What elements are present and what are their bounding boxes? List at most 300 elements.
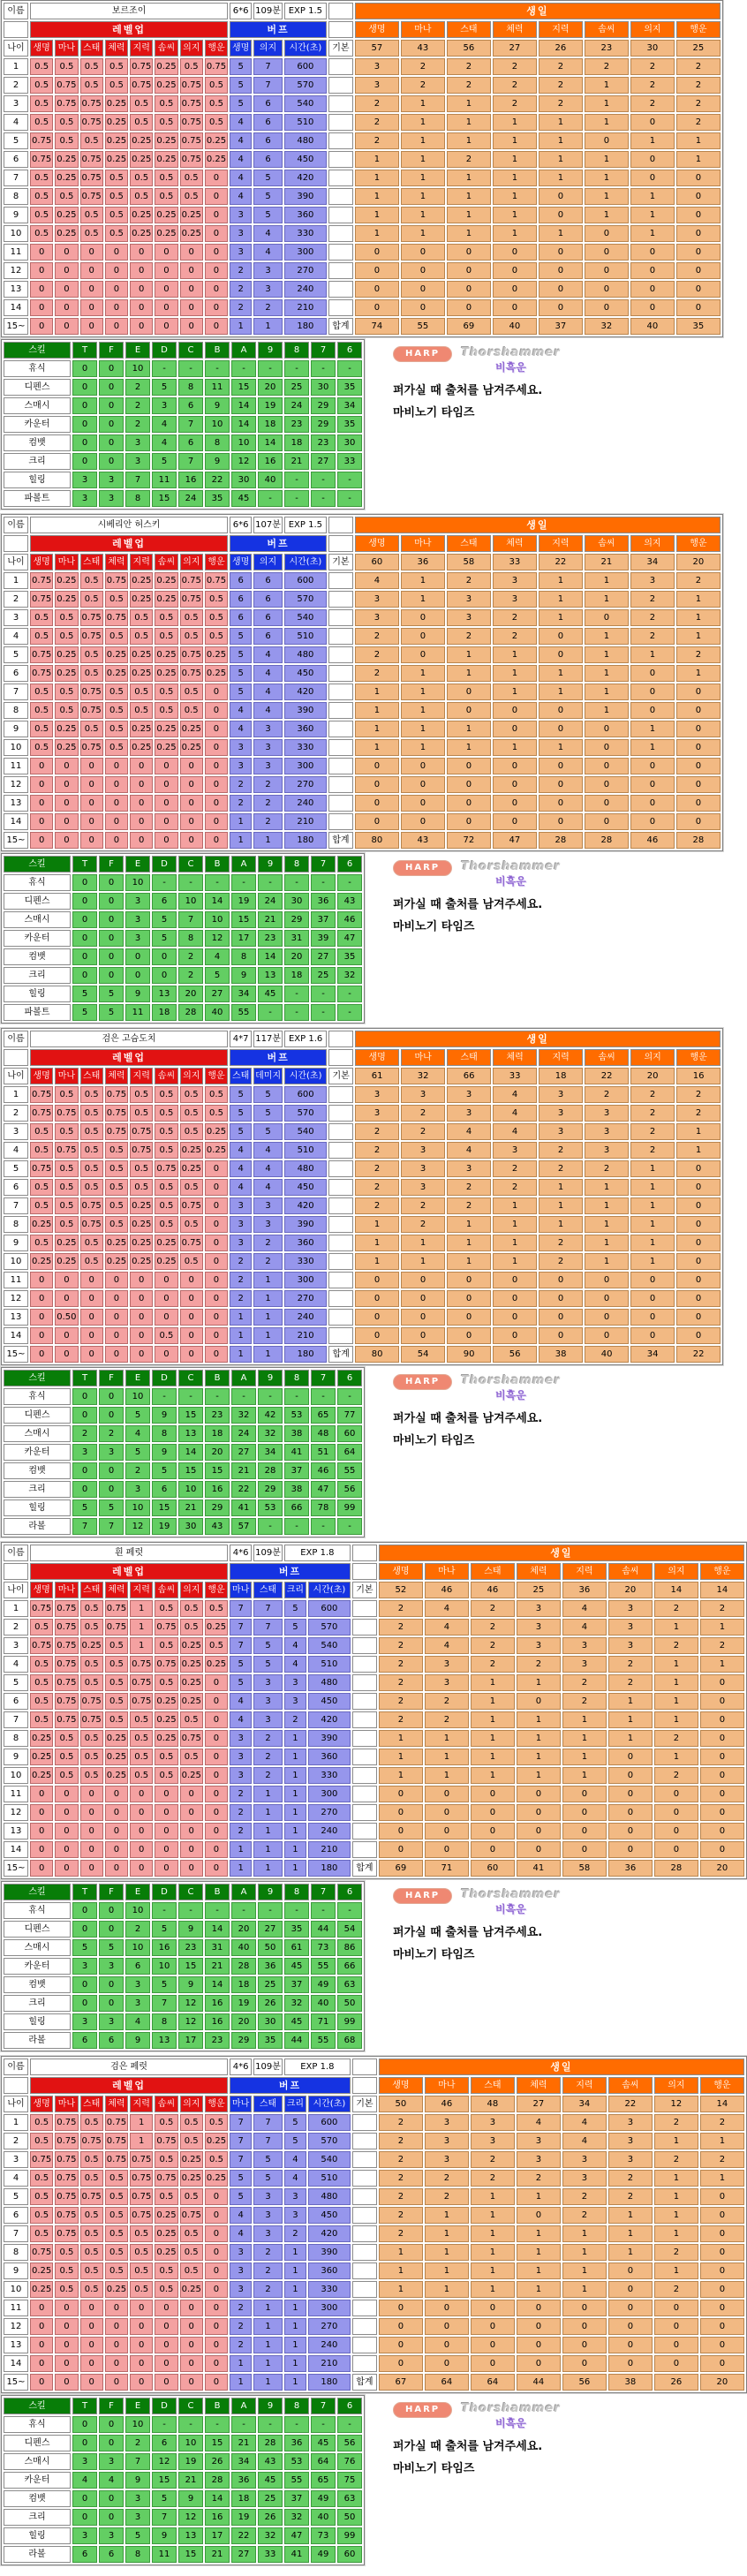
skill-cell: 12 bbox=[178, 2013, 203, 2030]
levelup-cell: 0.5 bbox=[55, 188, 78, 205]
skill-cell: 8 bbox=[125, 490, 150, 507]
levelup-cell: 0.5 bbox=[105, 591, 128, 608]
skill-cell: 35 bbox=[337, 416, 362, 433]
levelup-cell: 0 bbox=[30, 1327, 53, 1344]
table-row bbox=[4, 2244, 744, 2261]
levelup-cell: 0.25 bbox=[155, 572, 177, 589]
birthday-base-cell: 14 bbox=[700, 1582, 744, 1598]
table-row bbox=[4, 1105, 721, 1122]
spacer-cell bbox=[328, 572, 353, 589]
age-cell: 8 bbox=[4, 2244, 28, 2261]
buff-cell: 4 bbox=[253, 1142, 283, 1159]
levelup-cell: 0 bbox=[80, 1272, 103, 1288]
levelup-col-header: 행운 bbox=[205, 40, 228, 57]
levelup-cell: 0.25 bbox=[205, 1656, 228, 1673]
buff-cell: 4 bbox=[253, 1160, 283, 1177]
birthday-total-cell: 32 bbox=[585, 318, 629, 335]
table-row bbox=[4, 360, 362, 377]
birthday-cell: 0 bbox=[654, 1823, 698, 1839]
table-row bbox=[4, 114, 721, 131]
levelup-cell: 0.5 bbox=[105, 1674, 128, 1691]
skill-cell: 3 bbox=[99, 1958, 124, 1975]
table-row bbox=[4, 1582, 744, 1598]
birthday-cell: 3 bbox=[493, 1142, 537, 1159]
age-cell: 13 bbox=[4, 795, 28, 812]
table-row bbox=[4, 1346, 721, 1363]
watermark-brand-sub: 비흑운 bbox=[495, 875, 526, 888]
levelup-cell: 0.75 bbox=[105, 1600, 128, 1617]
skill-cell: 5 bbox=[152, 1976, 177, 1993]
table-row bbox=[4, 721, 721, 737]
age-cell: 7 bbox=[4, 2225, 28, 2242]
buff-time-cell: 180 bbox=[284, 318, 327, 335]
skill-cell: 44 bbox=[284, 2032, 309, 2049]
levelup-col-header: 체력 bbox=[105, 2096, 128, 2112]
levelup-cell: 0.75 bbox=[80, 170, 103, 186]
skill-cell: 46 bbox=[311, 1462, 336, 1479]
skill-cell: 0 bbox=[99, 453, 124, 470]
levelup-cell: 0 bbox=[205, 776, 228, 793]
buff-time-header: 시간(초) bbox=[308, 1582, 351, 1598]
skill-cell: 29 bbox=[205, 1500, 230, 1516]
skill-cell: 0 bbox=[99, 1462, 124, 1479]
age-cell: 10 bbox=[4, 1253, 28, 1270]
skill-cell: 6 bbox=[99, 2546, 124, 2563]
levelup-cell: 0 bbox=[105, 1823, 128, 1839]
levelup-col-header: 생명 bbox=[30, 1068, 53, 1084]
birthday-cell: 1 bbox=[493, 188, 537, 205]
birthday-cell: 4 bbox=[425, 1619, 469, 1635]
birthday-cell: 1 bbox=[493, 1235, 537, 1251]
levelup-cell: 0.5 bbox=[155, 1767, 177, 1784]
birthday-total-cell: 20 bbox=[700, 2374, 744, 2391]
table-row bbox=[4, 1142, 721, 1159]
buff-cell: 3 bbox=[230, 758, 252, 774]
birthday-cell: 1 bbox=[700, 2170, 744, 2187]
birthday-cell: 1 bbox=[425, 1767, 469, 1784]
skill-header: 스킬 bbox=[4, 342, 71, 359]
skill-cell: 4 bbox=[72, 2472, 97, 2489]
levelup-cell: 0.5 bbox=[180, 2262, 203, 2279]
skill-cell: - bbox=[284, 986, 309, 1002]
levelup-cell: 0.5 bbox=[180, 609, 203, 626]
skill-cell: 45 bbox=[284, 1958, 309, 1975]
levelup-cell: 0.25 bbox=[205, 1123, 228, 1140]
levelup-cell: 0 bbox=[155, 776, 177, 793]
levelup-cell: 0.25 bbox=[205, 1619, 228, 1635]
spacer-cell bbox=[352, 1749, 377, 1765]
skill-cell: 0 bbox=[99, 2435, 124, 2451]
base-label: 기본 bbox=[328, 554, 353, 570]
skill-cell: 8 bbox=[125, 2546, 150, 2563]
birthday-cell: 2 bbox=[379, 1693, 423, 1710]
birthday-cell: 4 bbox=[493, 1105, 537, 1122]
levelup-cell: 0.5 bbox=[180, 1619, 203, 1635]
skill-name: 디펜스 bbox=[4, 1407, 71, 1424]
skill-cell: 0 bbox=[99, 967, 124, 984]
skill-name: 라볼 bbox=[4, 2032, 71, 2049]
birthday-cell: 3 bbox=[585, 1142, 629, 1159]
table-row bbox=[4, 1518, 362, 1535]
birthday-cell: 0 bbox=[493, 702, 537, 719]
levelup-cell: 0 bbox=[105, 281, 128, 298]
birthday-cell: 1 bbox=[585, 646, 629, 663]
skill-grade-header: F bbox=[99, 856, 124, 873]
birthday-cell: 0 bbox=[539, 1272, 583, 1288]
levelup-cell: 0.5 bbox=[180, 188, 203, 205]
levelup-cell: 0.5 bbox=[205, 628, 228, 645]
levelup-cell: 0.25 bbox=[155, 2207, 177, 2224]
birthday-cell: 2 bbox=[379, 1637, 423, 1654]
birthday-cell: 1 bbox=[700, 1656, 744, 1673]
buff-cell: 4 bbox=[230, 1160, 252, 1177]
buff-col-header: 스태 bbox=[253, 2096, 283, 2112]
skill-cell: 34 bbox=[258, 1444, 283, 1461]
age-cell: 8 bbox=[4, 188, 28, 205]
birthday-cell: 0 bbox=[676, 1179, 721, 1196]
birthday-cell: 2 bbox=[379, 2133, 423, 2149]
birthday-total-cell: 80 bbox=[355, 832, 399, 849]
levelup-col-header: 스태 bbox=[80, 40, 103, 57]
birthday-cell: 2 bbox=[608, 2188, 653, 2205]
levelup-cell: 0.25 bbox=[30, 2262, 53, 2279]
skill-cell: 21 bbox=[178, 2472, 203, 2489]
birthday-cell: 2 bbox=[401, 1105, 445, 1122]
levelup-cell: 0.75 bbox=[105, 609, 128, 626]
birthday-cell: 1 bbox=[585, 188, 629, 205]
skill-cell: 5 bbox=[152, 2490, 177, 2507]
levelup-cell: 0.75 bbox=[30, 132, 53, 149]
skill-cell: 10 bbox=[125, 1939, 150, 1956]
skill-cell: - bbox=[311, 1388, 336, 1405]
birthday-cell: 1 bbox=[676, 609, 721, 626]
buff-cell: 1 bbox=[230, 1841, 252, 1858]
buff-time-cell: 510 bbox=[284, 114, 327, 131]
skill-cell: 18 bbox=[231, 1976, 256, 1993]
birthday-total-cell: 55 bbox=[401, 318, 445, 335]
birthday-cell: 3 bbox=[401, 1160, 445, 1177]
watermark-brand-sub: 비흑운 bbox=[495, 361, 526, 374]
birthday-col-header: 의지 bbox=[654, 2077, 698, 2094]
buff-time-header: 시간(초) bbox=[308, 2096, 351, 2112]
birthday-cell: 0 bbox=[539, 207, 583, 223]
birthday-cell: 0 bbox=[585, 813, 629, 830]
birthday-cell: 1 bbox=[425, 2262, 469, 2279]
birthday-cell: 0 bbox=[562, 1823, 607, 1839]
birthday-cell: 1 bbox=[585, 665, 629, 682]
birthday-cell: 1 bbox=[493, 207, 537, 223]
skill-cell: 10 bbox=[125, 874, 150, 891]
birthday-base-cell: 46 bbox=[425, 1582, 469, 1598]
table-row bbox=[4, 2281, 744, 2298]
buff-col-header: 마나 bbox=[230, 2096, 252, 2112]
spacer-cell bbox=[328, 1290, 353, 1307]
skill-name: 컴뱃 bbox=[4, 2490, 71, 2507]
levelup-cell: 0.5 bbox=[155, 2151, 177, 2168]
birthday-cell: 1 bbox=[517, 1711, 561, 1728]
skill-cell: 36 bbox=[284, 2435, 309, 2451]
birthday-col-header: 체력 bbox=[517, 1563, 561, 1580]
skill-grade-header: 7 bbox=[311, 342, 336, 359]
levelup-band: 레벨업 bbox=[30, 535, 228, 552]
birthday-col-header: 솜씨 bbox=[585, 535, 629, 552]
birthday-cell: 1 bbox=[676, 591, 721, 608]
levelup-cell: 0.75 bbox=[30, 2151, 53, 2168]
birthday-cell: 1 bbox=[562, 2225, 607, 2242]
birthday-cell: 0 bbox=[401, 609, 445, 626]
skill-cell: 16 bbox=[178, 472, 203, 488]
birthday-cell: 3 bbox=[355, 77, 399, 94]
birthday-cell: 0 bbox=[676, 188, 721, 205]
table-row bbox=[4, 1031, 721, 1047]
birthday-cell: 0 bbox=[493, 795, 537, 812]
birthday-cell: 0 bbox=[654, 1804, 698, 1821]
skill-cell: 45 bbox=[284, 2013, 309, 2030]
birthday-cell: 1 bbox=[401, 114, 445, 131]
skill-cell: 32 bbox=[231, 1407, 256, 1424]
levelup-cell: 0 bbox=[180, 1786, 203, 1802]
levelup-cell: 0 bbox=[55, 832, 78, 849]
birthday-cell: 1 bbox=[447, 665, 491, 682]
birthday-col-header: 마나 bbox=[401, 535, 445, 552]
levelup-cell: 0.75 bbox=[55, 1142, 78, 1159]
skill-cell: 38 bbox=[284, 1425, 309, 1442]
levelup-cell: 0 bbox=[30, 776, 53, 793]
table-row bbox=[4, 2398, 362, 2414]
skill-cell: 25 bbox=[258, 1976, 283, 1993]
levelup-cell: 0 bbox=[105, 832, 128, 849]
skill-cell: 9 bbox=[178, 1921, 203, 1938]
skill-grade-header: 6 bbox=[337, 342, 362, 359]
skill-cell: 0 bbox=[72, 1995, 97, 2012]
levelup-cell: 0.5 bbox=[80, 1600, 103, 1617]
buff-cell: 5 bbox=[253, 1123, 283, 1140]
skill-cell: 22 bbox=[205, 472, 230, 488]
levelup-cell: 0.5 bbox=[105, 721, 128, 737]
birthday-col-header: 스태 bbox=[447, 21, 491, 38]
levelup-cell: 1 bbox=[130, 1619, 153, 1635]
levelup-col-header: 의지 bbox=[180, 1068, 203, 1084]
table-row bbox=[4, 1545, 744, 1561]
skill-cell: 15 bbox=[205, 2435, 230, 2451]
buff-time-cell: 300 bbox=[284, 1272, 327, 1288]
skill-cell: - bbox=[178, 1388, 203, 1405]
levelup-col-header: 체력 bbox=[105, 40, 128, 57]
table-row bbox=[4, 517, 721, 533]
table-row bbox=[4, 1656, 744, 1673]
levelup-cell: 0 bbox=[130, 776, 153, 793]
skill-grade-header: C bbox=[178, 342, 203, 359]
skill-cell: 40 bbox=[231, 1939, 256, 1956]
source-notice-line1: 퍼가실 때 출처를 남겨주세요. bbox=[393, 384, 543, 397]
levelup-cell: 0 bbox=[80, 2300, 103, 2316]
table-row bbox=[4, 95, 721, 112]
table-row bbox=[4, 2318, 744, 2335]
skill-cell: 9 bbox=[231, 967, 256, 984]
skill-cell: 9 bbox=[205, 397, 230, 414]
buff-cell: 1 bbox=[284, 1860, 306, 1877]
skill-cell: 2 bbox=[125, 1921, 150, 1938]
buff-cell: 7 bbox=[253, 1600, 283, 1617]
skill-cell: 19 bbox=[231, 1995, 256, 2012]
levelup-col-header: 생명 bbox=[30, 2096, 53, 2112]
birthday-cell: 2 bbox=[379, 2207, 423, 2224]
birthday-cell: 2 bbox=[539, 95, 583, 112]
birthday-col-header: 행운 bbox=[700, 2077, 744, 2094]
spacer-cell bbox=[328, 95, 353, 112]
birthday-col-header: 마나 bbox=[425, 1563, 469, 1580]
birthday-total-cell: 38 bbox=[608, 2374, 653, 2391]
table-row bbox=[4, 758, 721, 774]
birthday-cell: 1 bbox=[493, 739, 537, 756]
birthday-cell: 1 bbox=[630, 1253, 675, 1270]
buff-time-cell: 420 bbox=[284, 170, 327, 186]
birthday-base-cell: 12 bbox=[654, 2096, 698, 2112]
skill-cell: 99 bbox=[337, 2013, 362, 2030]
birthday-cell: 1 bbox=[425, 2244, 469, 2261]
skill-cell: 12 bbox=[231, 453, 256, 470]
levelup-cell: 0 bbox=[30, 244, 53, 261]
table-row bbox=[4, 434, 362, 451]
buff-cell: 3 bbox=[253, 2207, 283, 2224]
levelup-cell: 0.5 bbox=[80, 1619, 103, 1635]
birthday-cell: 1 bbox=[608, 1693, 653, 1710]
skill-cell: 43 bbox=[205, 1518, 230, 1535]
buff-col-header: 크리 bbox=[284, 1582, 306, 1598]
skill-cell: 37 bbox=[284, 1976, 309, 1993]
skill-name: 크리 bbox=[4, 1995, 71, 2012]
buff-cell: 4 bbox=[230, 1711, 252, 1728]
table-row bbox=[4, 1004, 362, 1021]
age-cell: 14 bbox=[4, 1327, 28, 1344]
levelup-cell: 0 bbox=[30, 2374, 53, 2391]
skill-cell: 28 bbox=[205, 2472, 230, 2489]
levelup-cell: 0.25 bbox=[180, 1674, 203, 1691]
levelup-cell: 0.5 bbox=[30, 1656, 53, 1673]
skill-name: 디펜스 bbox=[4, 2435, 71, 2451]
birthday-base-cell: 21 bbox=[585, 554, 629, 570]
birthday-cell: 2 bbox=[585, 1086, 629, 1103]
skill-cell: - bbox=[284, 1004, 309, 1021]
levelup-cell: 0 bbox=[180, 2300, 203, 2316]
birthday-cell: 2 bbox=[539, 1253, 583, 1270]
age-cell: 15~ bbox=[4, 318, 28, 335]
table-row bbox=[4, 1823, 744, 1839]
birthday-cell: 2 bbox=[379, 1600, 423, 1617]
birthday-cell: 0 bbox=[355, 776, 399, 793]
skill-cell: 29 bbox=[311, 397, 336, 414]
levelup-cell: 0.75 bbox=[180, 132, 203, 149]
buff-cell: 2 bbox=[230, 2300, 252, 2316]
levelup-cell: 0.25 bbox=[30, 1767, 53, 1784]
birthday-cell: 1 bbox=[585, 207, 629, 223]
skill-grade-header: C bbox=[178, 1884, 203, 1900]
buff-cell: 5 bbox=[253, 2170, 283, 2187]
birthday-cell: 0 bbox=[676, 795, 721, 812]
skill-cell: 0 bbox=[72, 1976, 97, 1993]
levelup-cell: 0 bbox=[130, 2337, 153, 2353]
levelup-cell: 0 bbox=[105, 2318, 128, 2335]
skill-cell: 10 bbox=[152, 1958, 177, 1975]
buff-time-cell: 390 bbox=[284, 188, 327, 205]
buff-cell: 1 bbox=[253, 1290, 283, 1307]
skill-cell: - bbox=[311, 1004, 336, 1021]
buff-cell: 5 bbox=[230, 1086, 252, 1103]
skill-cell: 0 bbox=[99, 893, 124, 910]
levelup-cell: 0.5 bbox=[155, 95, 177, 112]
pet-duration: 107분 bbox=[253, 517, 283, 533]
table-row bbox=[4, 1160, 721, 1177]
table-row bbox=[4, 1290, 721, 1307]
birthday-col-header: 지력 bbox=[539, 535, 583, 552]
skill-cell: 34 bbox=[231, 986, 256, 1002]
levelup-cell: 0.75 bbox=[80, 2188, 103, 2205]
birthday-cell: 0 bbox=[355, 1290, 399, 1307]
levelup-cell: 0.25 bbox=[130, 151, 153, 168]
buff-cell: 7 bbox=[253, 2114, 283, 2131]
buff-cell: 1 bbox=[230, 1309, 252, 1326]
birthday-cell: 1 bbox=[493, 170, 537, 186]
levelup-cell: 0.5 bbox=[180, 2114, 203, 2131]
buff-cell: 5 bbox=[230, 58, 252, 75]
skill-name: 카운터 bbox=[4, 2472, 71, 2489]
buff-cell: 2 bbox=[253, 1253, 283, 1270]
levelup-band: 레벨업 bbox=[30, 1563, 228, 1580]
levelup-cell: 0.25 bbox=[130, 1197, 153, 1214]
birthday-cell: 0 bbox=[355, 262, 399, 279]
skill-cell: - bbox=[337, 1518, 362, 1535]
levelup-cell: 0 bbox=[130, 244, 153, 261]
skill-cell: 3 bbox=[125, 911, 150, 928]
buff-cell: 7 bbox=[230, 2133, 252, 2149]
levelup-cell: 0 bbox=[55, 758, 78, 774]
skill-cell: 19 bbox=[231, 893, 256, 910]
levelup-cell: 0.75 bbox=[105, 2114, 128, 2131]
levelup-cell: 0.75 bbox=[105, 572, 128, 589]
levelup-cell: 0 bbox=[205, 207, 228, 223]
levelup-col-header: 생명 bbox=[30, 554, 53, 570]
skill-cell: 64 bbox=[311, 2453, 336, 2470]
levelup-cell: 0 bbox=[55, 1290, 78, 1307]
birthday-col-header: 스태 bbox=[447, 535, 491, 552]
buff-cell: 4 bbox=[230, 1142, 252, 1159]
levelup-cell: 0.5 bbox=[130, 188, 153, 205]
birthday-cell: 1 bbox=[539, 114, 583, 131]
levelup-cell: 0.75 bbox=[180, 1730, 203, 1747]
birthday-base-cell: 22 bbox=[608, 2096, 653, 2112]
skill-grade-header: B bbox=[205, 342, 230, 359]
levelup-cell: 0 bbox=[130, 299, 153, 316]
levelup-cell: 0.75 bbox=[80, 1197, 103, 1214]
levelup-cell: 0 bbox=[105, 1272, 128, 1288]
skill-name: 라볼 bbox=[4, 2546, 71, 2563]
birthday-cell: 0 bbox=[676, 1216, 721, 1233]
skill-grade-header: 9 bbox=[258, 1370, 283, 1386]
pet-name: 보르조이 bbox=[30, 3, 228, 19]
levelup-cell: 0.25 bbox=[155, 151, 177, 168]
levelup-cell: 0 bbox=[155, 1786, 177, 1802]
birthday-cell: 1 bbox=[379, 2244, 423, 2261]
watermark-brand-name: Thorshammer bbox=[461, 860, 561, 873]
skill-name: 크리 bbox=[4, 453, 71, 470]
levelup-cell: 0 bbox=[180, 795, 203, 812]
skill-cell: 47 bbox=[311, 1481, 336, 1498]
birthday-cell: 0 bbox=[630, 151, 675, 168]
levelup-cell: 0.5 bbox=[30, 58, 53, 75]
levelup-cell: 0.5 bbox=[155, 1197, 177, 1214]
birthday-total-cell: 26 bbox=[654, 2374, 698, 2391]
levelup-col-header: 지력 bbox=[130, 2096, 153, 2112]
